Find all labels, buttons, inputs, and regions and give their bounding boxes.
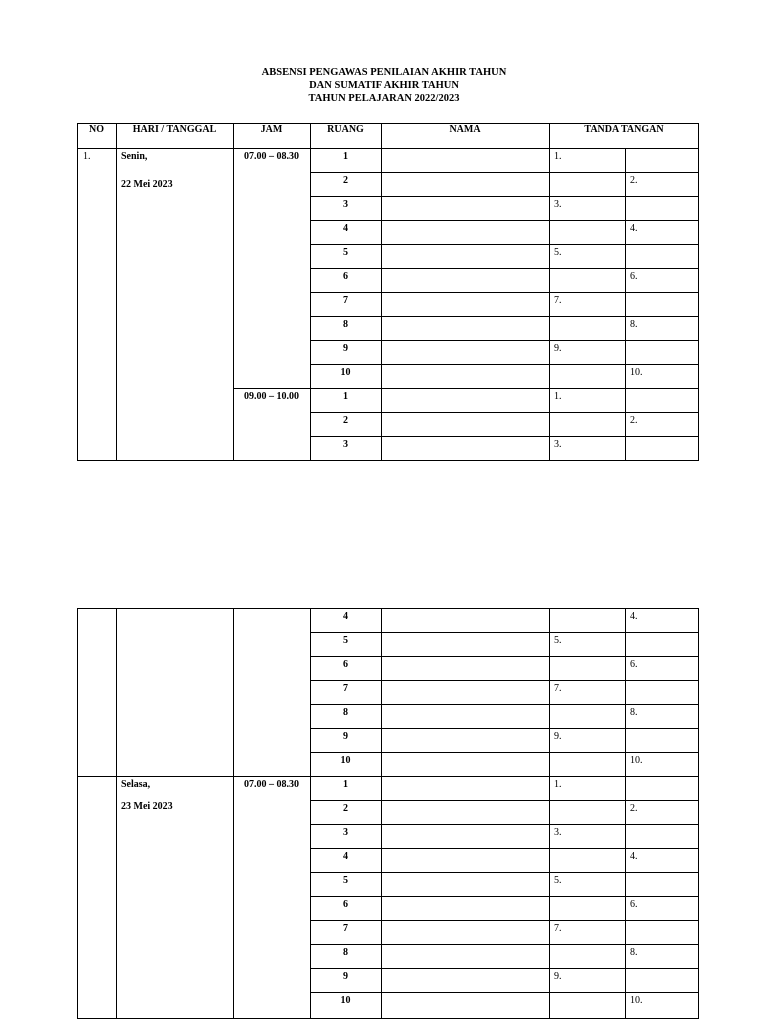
room-number: 3: [343, 827, 348, 838]
room-number: 6: [343, 899, 348, 910]
room-number: 8: [343, 707, 348, 718]
room-number: 5: [343, 247, 348, 258]
room-number: 2: [343, 175, 348, 186]
room-number: 9: [343, 971, 348, 982]
day-label: Selasa,: [121, 779, 151, 790]
signature-number: 10.: [630, 755, 643, 766]
room-number: 5: [343, 635, 348, 646]
row-border: [310, 656, 699, 657]
signature-number: 8.: [630, 947, 638, 958]
signature-number: 4.: [630, 851, 638, 862]
attendance-table-1: [77, 123, 699, 461]
room-number: 8: [343, 319, 348, 330]
row-border: [310, 364, 699, 365]
room-number: 8: [343, 947, 348, 958]
signature-number: 10.: [630, 995, 643, 1006]
cell-border: [233, 123, 234, 461]
cell-border: [233, 608, 234, 1019]
row-number: 1.: [83, 151, 91, 162]
signature-number: 9.: [554, 731, 562, 742]
cell-border: [625, 608, 626, 1019]
header-ruang: RUANG: [327, 124, 364, 135]
row-border: [310, 920, 699, 921]
signature-number: 7.: [554, 683, 562, 694]
row-border: [310, 992, 699, 993]
row-border: [310, 944, 699, 945]
time-slot: 07.00 – 08.30: [244, 779, 299, 790]
row-border: [77, 148, 699, 149]
signature-number: 5.: [554, 635, 562, 646]
room-number: 7: [343, 683, 348, 694]
signature-number: 8.: [630, 707, 638, 718]
room-number: 1: [343, 391, 348, 402]
row-border: [310, 220, 699, 221]
signature-number: 1.: [554, 779, 562, 790]
signature-number: 3.: [554, 439, 562, 450]
room-number: 3: [343, 439, 348, 450]
header-jam: JAM: [260, 124, 283, 135]
time-slot: 09.00 – 10.00: [244, 391, 299, 402]
table-border: [77, 608, 699, 1019]
room-number: 1: [343, 151, 348, 162]
cell-border: [116, 123, 117, 461]
row-border: [310, 436, 699, 437]
day-label: Senin,: [121, 151, 148, 162]
row-border: [310, 196, 699, 197]
room-number: 10: [340, 367, 351, 378]
row-border: [310, 896, 699, 897]
row-border: [310, 968, 699, 969]
row-border: [77, 776, 699, 777]
room-number: 9: [343, 731, 348, 742]
title-line-3: TAHUN PELAJARAN 2022/2023: [308, 93, 460, 104]
signature-number: 6.: [630, 659, 638, 670]
room-number: 4: [343, 223, 348, 234]
signature-number: 7.: [554, 295, 562, 306]
time-slot: 07.00 – 08.30: [244, 151, 299, 162]
signature-number: 4.: [630, 223, 638, 234]
title-line-1: ABSENSI PENGAWAS PENILAIAN AKHIR TAHUN: [261, 67, 507, 78]
signature-number: 1.: [554, 151, 562, 162]
signature-number: 4.: [630, 611, 638, 622]
row-border: [310, 412, 699, 413]
room-number: 1: [343, 779, 348, 790]
row-border: [233, 388, 699, 389]
room-number: 2: [343, 803, 348, 814]
room-number: 6: [343, 659, 348, 670]
row-border: [310, 244, 699, 245]
signature-number: 6.: [630, 899, 638, 910]
room-number: 3: [343, 199, 348, 210]
attendance-table-2: [77, 608, 699, 1019]
signature-number: 7.: [554, 923, 562, 934]
signature-number: 8.: [630, 319, 638, 330]
row-border: [310, 172, 699, 173]
row-border: [310, 872, 699, 873]
row-border: [310, 800, 699, 801]
row-border: [310, 632, 699, 633]
room-number: 9: [343, 343, 348, 354]
signature-number: 2.: [630, 175, 638, 186]
row-border: [310, 268, 699, 269]
cell-border: [116, 608, 117, 1019]
signature-number: 2.: [630, 803, 638, 814]
cell-border: [625, 148, 626, 461]
header-no: NO: [89, 124, 104, 135]
signature-number: 1.: [554, 391, 562, 402]
row-border: [310, 824, 699, 825]
title-line-2: DAN SUMATIF AKHIR TAHUN: [309, 80, 459, 91]
room-number: 7: [343, 295, 348, 306]
signature-number: 9.: [554, 971, 562, 982]
cell-border: [381, 608, 382, 1019]
signature-number: 5.: [554, 875, 562, 886]
row-border: [310, 704, 699, 705]
room-number: 10: [340, 755, 351, 766]
row-border: [310, 848, 699, 849]
signature-number: 10.: [630, 367, 643, 378]
room-number: 7: [343, 923, 348, 934]
row-border: [310, 752, 699, 753]
signature-number: 2.: [630, 415, 638, 426]
signature-number: 3.: [554, 827, 562, 838]
header-nama: NAMA: [449, 124, 481, 135]
signature-number: 5.: [554, 247, 562, 258]
date-label: 23 Mei 2023: [121, 801, 173, 812]
header-hari: HARI / TANGGAL: [132, 124, 217, 135]
row-border: [310, 340, 699, 341]
room-number: 4: [343, 851, 348, 862]
signature-number: 9.: [554, 343, 562, 354]
row-border: [310, 292, 699, 293]
signature-number: 6.: [630, 271, 638, 282]
room-number: 4: [343, 611, 348, 622]
room-number: 6: [343, 271, 348, 282]
cell-border: [549, 608, 550, 1019]
signature-number: 3.: [554, 199, 562, 210]
room-number: 10: [340, 995, 351, 1006]
room-number: 2: [343, 415, 348, 426]
row-border: [310, 728, 699, 729]
header-tanda: TANDA TANGAN: [584, 124, 664, 135]
date-label: 22 Mei 2023: [121, 179, 173, 190]
row-border: [310, 680, 699, 681]
room-number: 5: [343, 875, 348, 886]
row-border: [310, 316, 699, 317]
